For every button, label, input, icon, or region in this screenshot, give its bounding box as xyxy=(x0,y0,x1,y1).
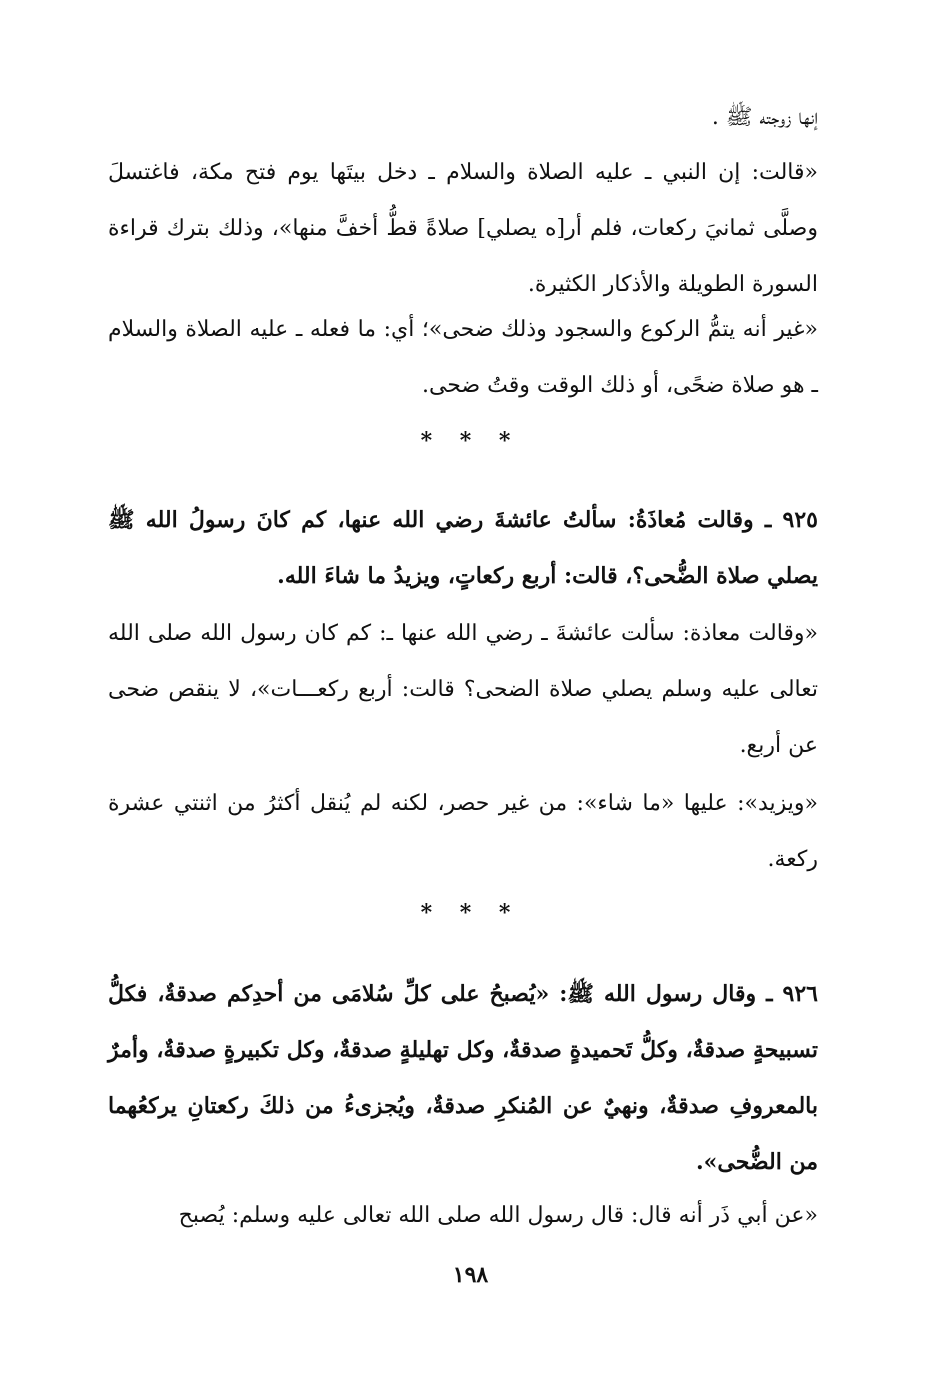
hadith-926: ٩٢٦ ـ وقال رسول الله ﷺ: «يُصبحُ على كلِّ سُلامَى من أحدِكم صدقةٌ، فكلُّ تسبيحةٍ صدقةٌ، وكلُّ تَحميدةٍ صدقةٌ، وكل تهليلةٍ صدقةٌ، وكل تكبيرةٍ صدقةٌ، وأمرٌ بالمعروفِ صدقةٌ، ونهيٌ عن المُنكرِ صدقةٌ، ويُجزىءُ من ذلكَ ركعتانِ يركعُهما من الضُّحى». xyxy=(108,981,818,1175)
commentary-925-continued: «ويزيد»: عليها «ما شاء»: من غير حصر، لكنه لم يُنقل أكثرُ من اثنتي عشرة ركعة. xyxy=(108,791,818,872)
section-separator-1: * * * xyxy=(420,428,521,454)
section-separator-2: * * * xyxy=(420,900,521,926)
hadith-925: ٩٢٥ ـ وقالت مُعاذَةُ: سألتُ عائشةَ رضي الله عنها، كم كانَ رسولُ الله ﷺ يصلي صلاة الضُّحى؟، قالت: أربع ركعاتٍ، ويزيدُ ما شاءَ الله. xyxy=(108,507,818,589)
commentary-926: «عن أبي ذَر أنه قال: قال رسول الله صلى الله تعالى عليه وسلم: يُصبح xyxy=(178,1203,818,1228)
paragraph-1: إنها زوجته ﷺ . xyxy=(711,105,818,130)
page-number: ١٩٨ xyxy=(452,1262,489,1288)
paragraph-2: «قالت: إن النبي ـ عليه الصلاة والسلام ـ دخل بيتَها يوم فتح مكة، فاغتسلَ وصلَّى ثمانيَ ركعات، فلم أر[ه يصلي] صلاةً قطُّ أخفَّ منها»، وذلك بترك قراءة السورة الطويلة والأذكار الكثيرة. xyxy=(108,160,818,297)
paragraph-3: «غير أنه يتمُّ الركوع والسجود وذلك ضحى»؛ أي: ما فعله ـ عليه الصلاة والسلام ـ هو صلاة ضحًى، أو ذلك الوقت وقتُ ضحى. xyxy=(108,317,818,398)
commentary-925: «وقالت معاذة: سألت عائشةَ ـ رضي الله عنها ـ: كم كان رسول الله صلى الله تعالى عليه وسلم يصلي صلاة الضحى؟ قالت: أربع ركعـــات»، لا ينقص ضحى عن أربع. xyxy=(108,621,818,758)
